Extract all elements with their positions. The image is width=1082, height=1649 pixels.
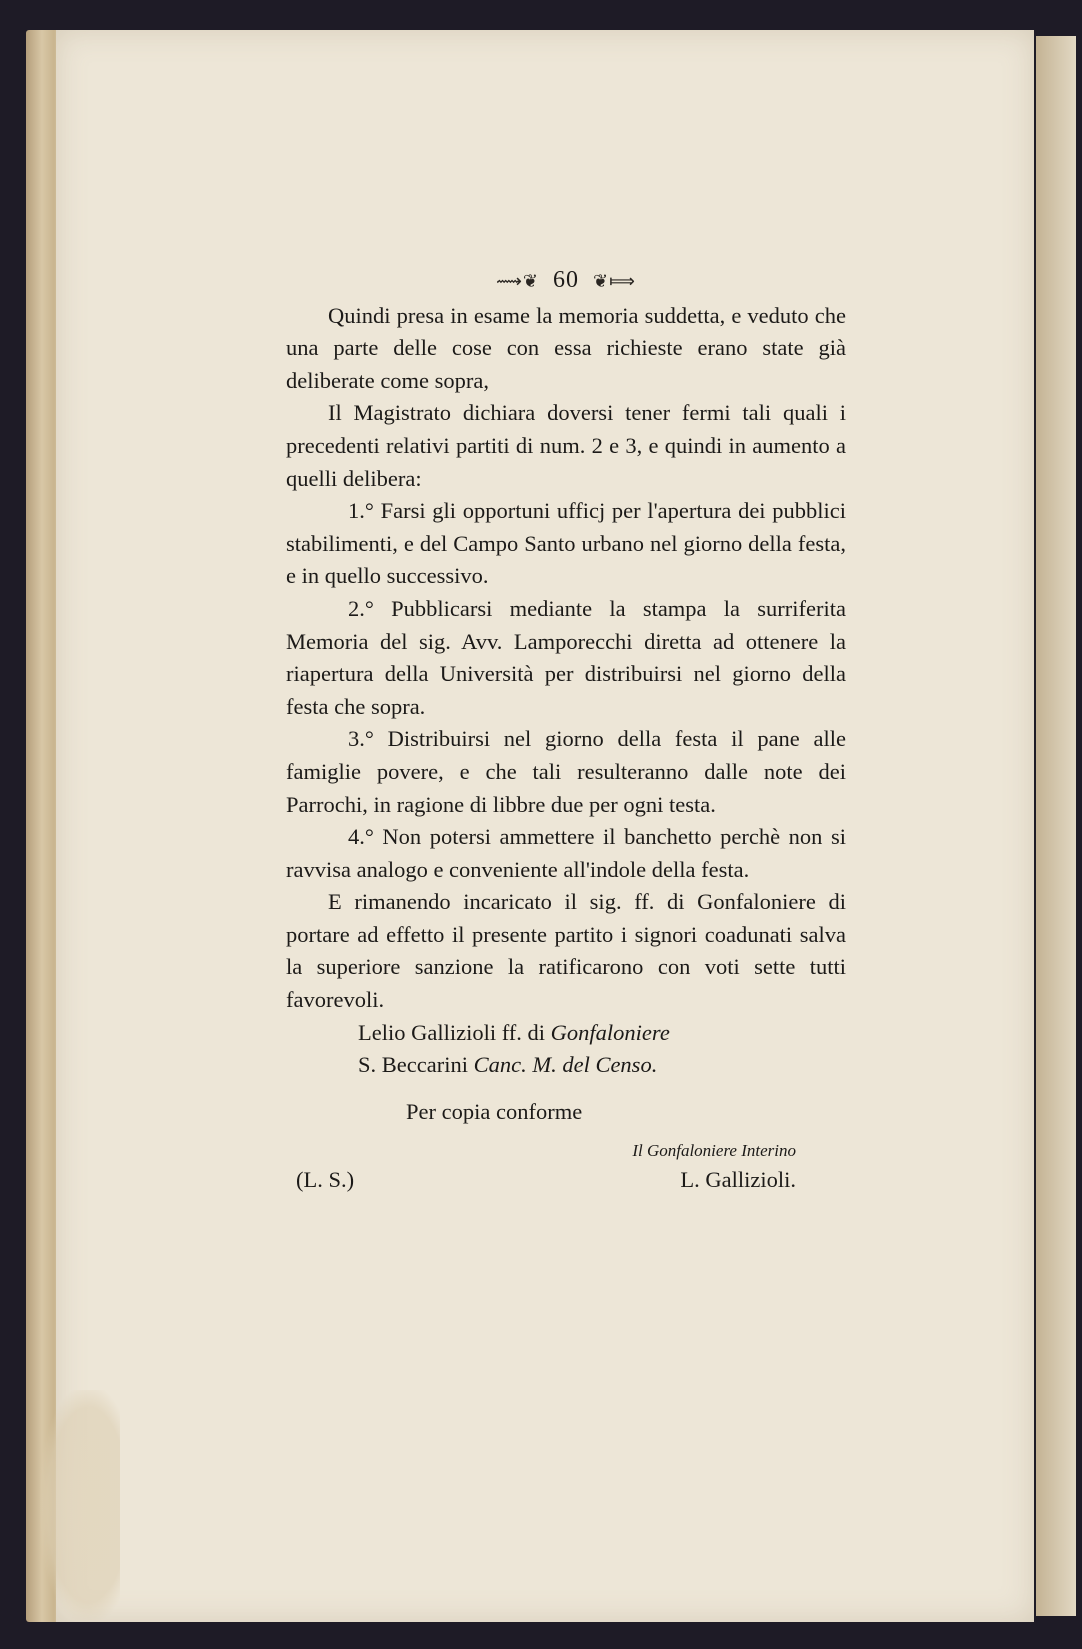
page-text <box>286 264 846 1197</box>
signature-gallizioli <box>286 1017 846 1050</box>
ornament-right-icon: ❦⟾ <box>593 271 636 291</box>
paper-stain <box>40 1390 120 1620</box>
page-number: 60 <box>553 267 579 293</box>
signature-1-role: Gonfaloniere <box>550 1019 670 1045</box>
closing-line <box>286 1164 846 1197</box>
paragraph-magistrato: Il Magistrato dichiara doversi tener fermi tali quali i precedenti relativi partiti di num. 2 e 3, e quindi in aumento a quelli delibera: <box>286 400 846 491</box>
seal-mark: (L. S.) <box>296 1167 355 1193</box>
signature-1-name: Lelio Gallizioli ff. di <box>358 1019 546 1045</box>
signature-2-role: Canc. M. del Censo. <box>473 1052 658 1078</box>
signature-beccarini <box>286 1049 846 1082</box>
page-header <box>286 264 846 298</box>
signature-2-name: S. Beccarini <box>358 1052 468 1078</box>
paragraph-closing: E rimanendo incaricato il sig. ff. di Gonfaloniere di portare ad effetto il presente partito i signori coadunati salva la superiore sanzione la ratificarono con voti sette tutti favorevoli. <box>286 889 846 1013</box>
paragraph-item-1: 1.° Farsi gli opportuni ufficj per l'apertura dei pubblici stabilimenti, e del Campo Santo urbano nel giorno della festa, e in quello successivo. <box>286 498 846 589</box>
next-page-edge <box>1036 36 1076 1616</box>
paragraph-item-4: 4.° Non potersi ammettere il banchetto perchè non si ravvisa analogo e conveniente all'indole della festa. <box>286 824 846 882</box>
paragraph-item-2: 2.° Pubblicarsi mediante la stampa la surriferita Memoria del sig. Avv. Lamporecchi diretta ad ottenere la riapertura della Università per distribuirsi nel giorno della festa che sopra. <box>286 595 846 719</box>
interim-title: Il Gonfaloniere Interino <box>632 1141 796 1161</box>
paragraph-item-3: 3.° Distribuirsi nel giorno della festa il pane alle famiglie povere, e che tali resulteranno dalle note dei Parrochi, in ragione di libbre due per ogni testa. <box>286 726 846 817</box>
copy-certification: Per copia conforme <box>406 1098 583 1124</box>
ornament-left-icon: ⟿❦ <box>496 271 539 291</box>
closing-signature: L. Gallizioli. <box>680 1167 796 1193</box>
paragraph-intro: Quindi presa in esame la memoria suddetta, e veduto che una parte delle cose con essa richieste erano state già deliberate come sopra, <box>286 302 846 393</box>
